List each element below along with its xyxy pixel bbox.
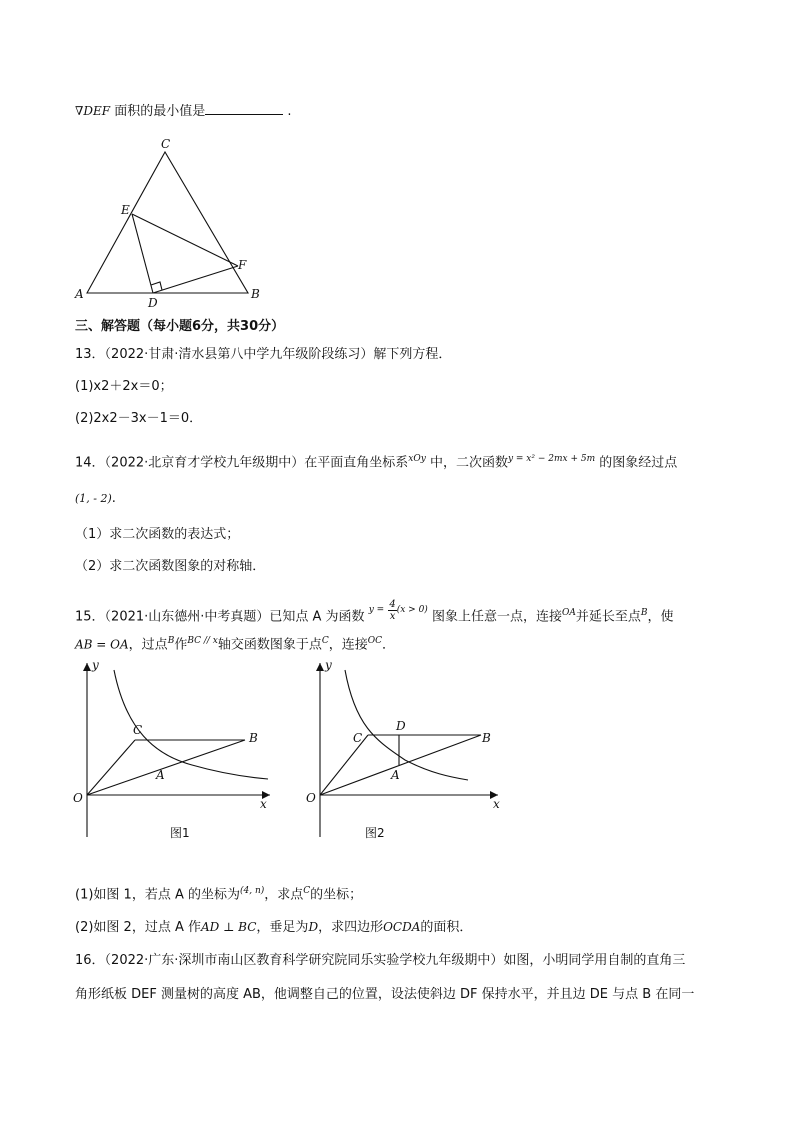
q14-part2: （2）求二次函数图象的对称轴． [75,559,266,574]
q15-p2-c: ，求四边形 [318,920,384,935]
fig2-y-arrow [316,663,324,671]
period: . [287,104,292,119]
q15-p2-quad: OCDA [383,920,421,934]
q15-frac-num: 4 [389,599,396,611]
section-3-title: 三、解答题（每小题6分，共30分） [75,319,285,334]
q15-condition: (x > 0) [396,605,428,616]
label-d: D [148,296,158,310]
q15-p1-c: 的坐标； [310,887,363,903]
q15-part2 [75,918,472,937]
q15-oa: OA [561,608,576,618]
q14-stem-b: 中，二次函数 [425,455,508,471]
q15-b: B [640,608,648,618]
q15-ab-eq-oa: AB = OA [75,637,129,652]
fig2-label-y: y [325,658,332,672]
segment-df [153,266,238,293]
fig1-caption: 图1 [170,826,190,840]
q14-stem-c: 的图象经过点 [595,455,678,471]
q15-stem-d: ，使 [647,609,674,625]
triangle-abc [87,152,248,293]
q15-line2-d: 轴交函数图象于点 [217,637,322,653]
fig1-label-c: C [133,723,143,737]
fig1-label-x: x [260,797,267,811]
q16-line2: 角形纸板 DEF 测量树的高度 AB，他调整自己的位置，设法使斜边 DF 保持水平，并且边 DE 与点 B 在同一 [75,987,695,1002]
fig1-label-a: A [156,768,165,782]
fig2-hyperbola [345,670,468,780]
fig2-label-c: C [353,731,363,745]
q16-line1: 16．（2022·广东·深圳市南山区教育科学研究院同乐实验学校九年级期中）如图，小明同学用自制的直角三 [75,953,686,968]
q15-frac-den: x [389,611,396,623]
q15-line2-b: ，过点 [128,637,168,653]
q15-c: C [321,636,329,646]
q15-stem-line1 [75,599,674,628]
label-e: E [121,203,130,217]
label-f: F [238,258,247,272]
segment-ed [132,214,153,293]
q15-b2: B [167,636,175,646]
fig2-label-o: O [306,791,316,805]
q15-p2-d: 的面积． [420,920,473,935]
label-b: B [251,287,260,301]
label-c: C [161,137,171,151]
q15-p1-coord: (4, n) [239,886,265,896]
fig1-label-b: B [249,731,258,745]
q13-part2: (2)2x2－3x－1＝0． [75,411,203,426]
label-a: A [75,287,84,301]
triangle-figure [70,135,270,310]
q15-y-eq: y = [368,605,385,616]
q14-point-end: . [111,491,116,506]
q15-bc-parallel: BC // x [187,636,218,646]
q15-stem-c: 并延长至点 [575,609,641,625]
fig2-label-d: D [396,719,406,733]
q14-part1: （1）求二次函数的表达式； [75,527,240,542]
right-angle-mark [151,282,162,290]
q14-stem [75,450,677,472]
q15-p2-b: ，垂足为 [256,920,309,935]
q15-oc: OC [367,636,383,646]
q14-point: (1, - 2) [75,492,112,505]
graph-figure-2 [295,655,510,845]
q15-stem-line2 [75,632,395,654]
q14-stem-a: 14．（2022·北京育才学校九年级期中）在平面直角坐标系 [75,455,409,471]
fig2-caption: 图2 [365,826,385,840]
fig1-y-arrow [83,663,91,671]
q14-point-line [75,490,116,508]
problem12-text: 面积的最小值是 [110,104,206,119]
q14-function: y = x² − 2mx + 5m [507,454,596,464]
q14-xoy: xOy [408,454,426,464]
segment-ef [132,214,238,266]
q15-p2-a: (2)如图 2，过点 A 作 [75,920,201,935]
q13-stem: 13．（2022·甘肃·清水县第八中学九年级阶段练习）解下列方程． [75,347,452,362]
q15-line2-f: ． [382,637,396,653]
q15-stem-b: 图象上任意一点，连接 [431,609,562,625]
q15-line2-e: ，连接 [328,637,368,653]
fig2-label-a: A [391,768,400,782]
answer-blank[interactable] [205,102,283,115]
q15-p1-a: (1)如图 1，若点 A 的坐标为 [75,887,240,903]
problem12-answer-line [75,102,292,121]
graph-figure-1 [70,655,280,845]
q15-p1-c-point: C [303,886,311,896]
fig1-label-y: y [92,658,99,672]
q15-p2-perp: AD ⊥ BC [200,920,257,934]
q13-part1: (1)x2＋2x＝0； [75,379,173,394]
q15-line2-c: 作 [174,637,188,653]
fig2-label-b: B [482,731,491,745]
q15-p1-b: ，求点 [264,887,304,903]
fig1-label-o: O [73,791,83,805]
q15-stem-a: 15．（2021·山东德州·中考真题）已知点 A 为函数 [75,609,365,625]
fig2-label-x: x [493,797,500,811]
q15-fraction [388,599,396,622]
q15-p2-d-point: D [308,920,319,934]
q15-part1 [75,882,362,904]
triangle-def-symbol: ∇DEF [75,104,111,118]
